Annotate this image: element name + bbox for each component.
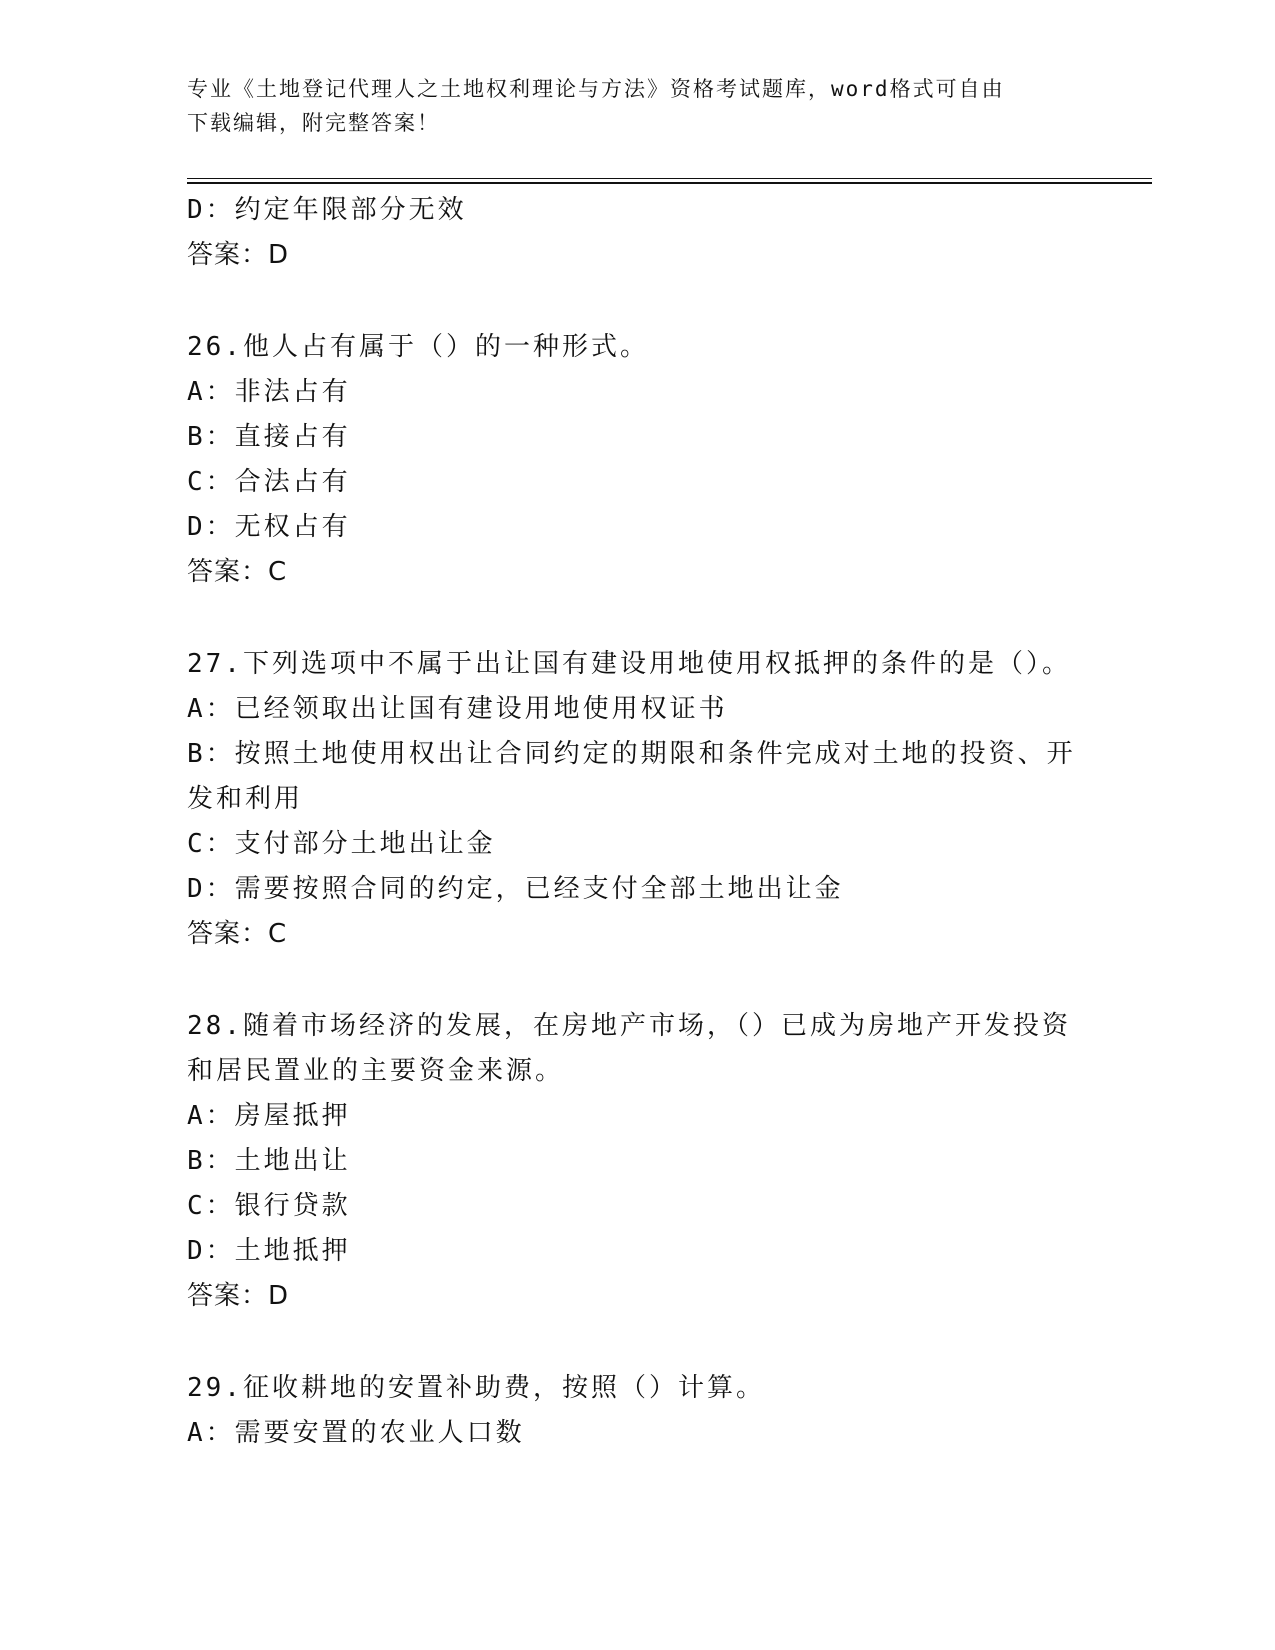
question-line: A：非法占有 (187, 377, 351, 407)
question-line: 26.他人占有属于（）的一种形式。 (187, 332, 649, 362)
question-line: 29.征收耕地的安置补助费，按照（）计算。 (187, 1373, 765, 1403)
question-line: C：支付部分土地出让金 (187, 829, 496, 859)
header-divider-thick (187, 182, 1152, 184)
answer-line: 答案：D (187, 240, 290, 270)
question-line: B：按照土地使用权出让合同约定的期限和条件完成对土地的投资、开 (187, 739, 1076, 769)
question-line: A：房屋抵押 (187, 1101, 351, 1131)
question-block (187, 188, 1087, 278)
question-line: 和居民置业的主要资金来源。 (187, 1056, 565, 1086)
question-line: D：无权占有 (187, 512, 351, 542)
question-block (187, 1004, 1087, 1319)
question-line: A：需要安置的农业人口数 (187, 1418, 525, 1448)
answer-line: 答案：C (187, 919, 288, 949)
question-block (187, 642, 1087, 957)
block-spacer (187, 595, 1087, 642)
question-line: A：已经领取出让国有建设用地使用权证书 (187, 694, 728, 724)
question-line: 发和利用 (187, 784, 304, 814)
question-line: B：土地出让 (187, 1146, 351, 1176)
header-line-2: 下载编辑，附完整答案！ (187, 111, 440, 135)
header-divider-thin (187, 178, 1152, 179)
question-line: D：土地抵押 (187, 1236, 351, 1266)
question-list (187, 188, 1087, 1456)
block-spacer (187, 278, 1087, 325)
answer-line: 答案：D (187, 1281, 290, 1311)
question-line: C：合法占有 (187, 467, 351, 497)
block-spacer (187, 957, 1087, 1004)
question-block (187, 1366, 1087, 1456)
question-block (187, 325, 1087, 595)
question-line: 27.下列选项中不属于出让国有建设用地使用权抵押的条件的是（）。 (187, 649, 1071, 679)
question-line: D：约定年限部分无效 (187, 195, 467, 225)
question-line: C：银行贷款 (187, 1191, 351, 1221)
question-line: D：需要按照合同的约定，已经支付全部土地出让金 (187, 874, 844, 904)
question-line: B：直接占有 (187, 422, 351, 452)
answer-line: 答案：C (187, 557, 288, 587)
header-line-1: 专业《土地登记代理人之土地权利理论与方法》资格考试题库，word格式可自由 (187, 77, 1005, 101)
question-line: 28.随着市场经济的发展，在房地产市场，（）已成为房地产开发投资 (187, 1011, 1071, 1041)
block-spacer (187, 1319, 1087, 1366)
document-header (187, 72, 1077, 140)
